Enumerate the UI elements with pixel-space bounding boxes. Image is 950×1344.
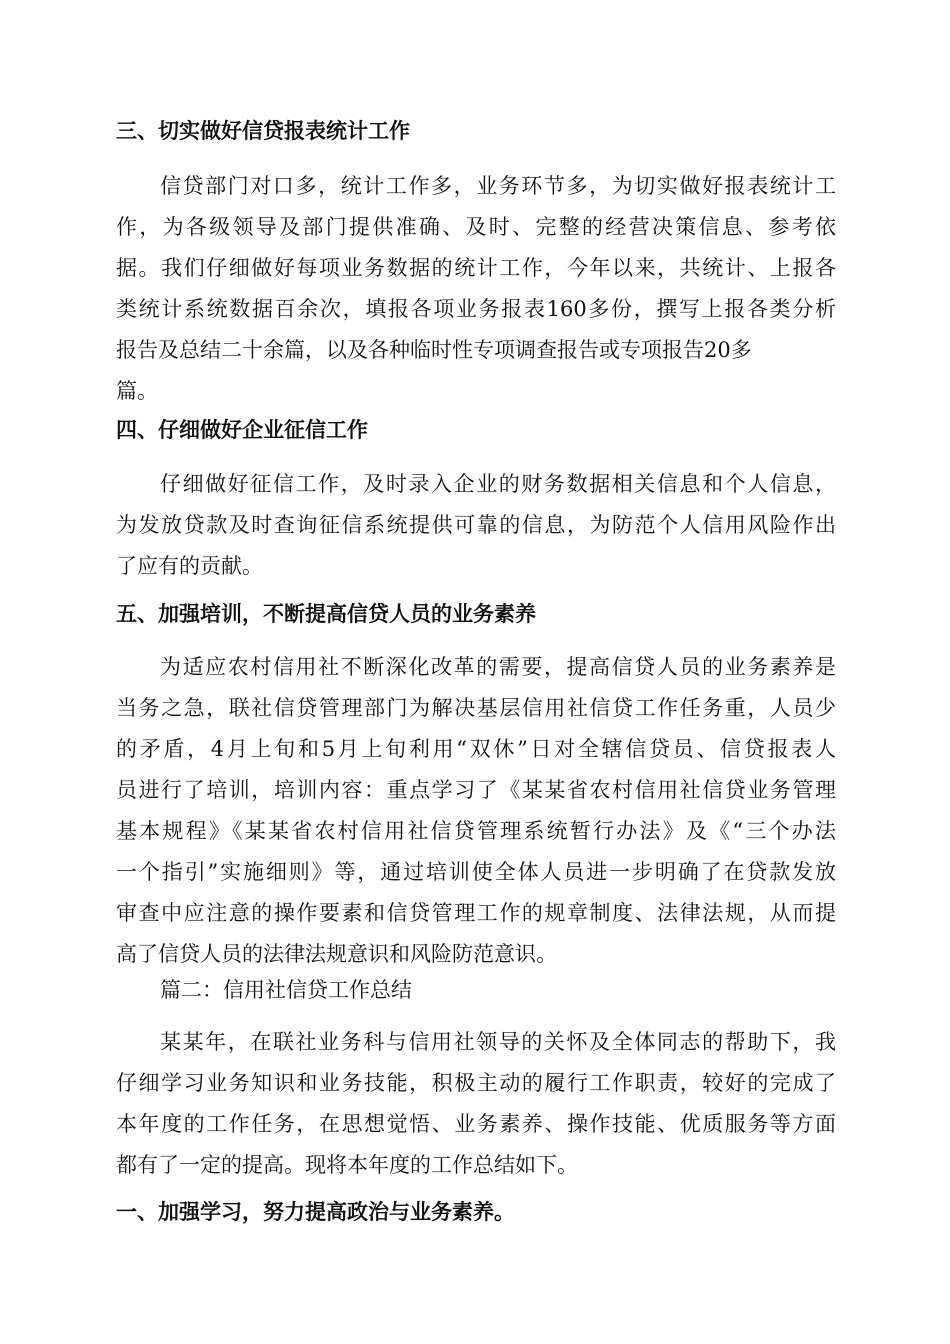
section-5-paragraph <box>116 647 836 975</box>
paragraph-line: 仔细做好征信工作，及时录入企业的财务数据相关信息和个人信息， <box>160 472 836 496</box>
section-heading-3: 三、切实做好信贷报表统计工作 <box>116 118 410 143</box>
intro-paragraph <box>116 1022 836 1186</box>
paragraph-line: 信贷部门对口多，统计工作多，业务环节多，为切实做好报表统计工 <box>160 174 836 198</box>
paragraph-line: 本年度的工作任务，在思想觉悟、业务素养、操作技能、优质服务等方面 <box>116 1112 836 1136</box>
section-3-paragraph <box>116 166 836 412</box>
paragraph-line: 了应有的贡献。 <box>116 554 263 578</box>
paragraph-line: 都有了一定的提高。现将本年度的工作总结如下。 <box>116 1153 578 1177</box>
paragraph-line: 为适应农村信用社不断深化改革的需要，提高信贷人员的业务素养是 <box>160 655 836 679</box>
section-heading-1: 一、加强学习，努力提高政治与业务素养。 <box>116 1199 515 1224</box>
paragraph-line: 为发放贷款及时查询征信系统提供可靠的信息，为防范个人信用风险作出 <box>116 513 836 537</box>
section-4-paragraph <box>116 464 836 587</box>
paragraph-line: 作，为各级领导及部门提供准确、及时、完整的经营决策信息、参考依 <box>116 215 836 239</box>
paragraph-line: 当务之急，联社信贷管理部门为解决基层信用社信贷工作任务重，人员少 <box>116 696 836 720</box>
paragraph-line: 基本规程》《某某省农村信用社信贷管理系统暂行办法》及《“三个办法 <box>116 819 836 843</box>
paragraph-line: 员进行了培训，培训内容：重点学习了《某某省农村信用社信贷业务管理 <box>116 778 836 802</box>
paragraph-line: 仔细学习业务知识和业务技能，积极主动的履行工作职责，较好的完成了 <box>116 1071 836 1095</box>
section-heading-4: 四、仔细做好企业征信工作 <box>116 417 368 442</box>
paragraph-line: 某某年，在联社业务科与信用社领导的关怀及全体同志的帮助下，我 <box>160 1030 836 1054</box>
article-subtitle: 篇二：信用社信贷工作总结 <box>160 978 412 1002</box>
paragraph-line: 篇。 <box>116 379 158 403</box>
paragraph-line: 报告及总结二十余篇，以及各种临时性专项调查报告或专项报告20多 <box>116 338 752 362</box>
paragraph-line: 审查中应注意的操作要素和信贷管理工作的规章制度、法律法规，从而提 <box>116 901 836 925</box>
paragraph-line: 的矛盾，4月上旬和5月上旬利用“双休”日对全辖信贷员、信贷报表人 <box>116 737 836 761</box>
paragraph-line: 据。我们仔细做好每项业务数据的统计工作，今年以来，共统计、上报各 <box>116 256 836 280</box>
paragraph-line: 一个指引”实施细则》等，通过培训使全体人员进一步明确了在贷款发放 <box>116 860 836 884</box>
section-heading-5: 五、加强培训，不断提高信贷人员的业务素养 <box>116 601 536 626</box>
paragraph-line: 类统计系统数据百余次，填报各项业务报表160多份，撰写上报各类分析 <box>116 297 836 321</box>
paragraph-line: 高了信贷人员的法律法规意识和风险防范意识。 <box>116 942 557 966</box>
